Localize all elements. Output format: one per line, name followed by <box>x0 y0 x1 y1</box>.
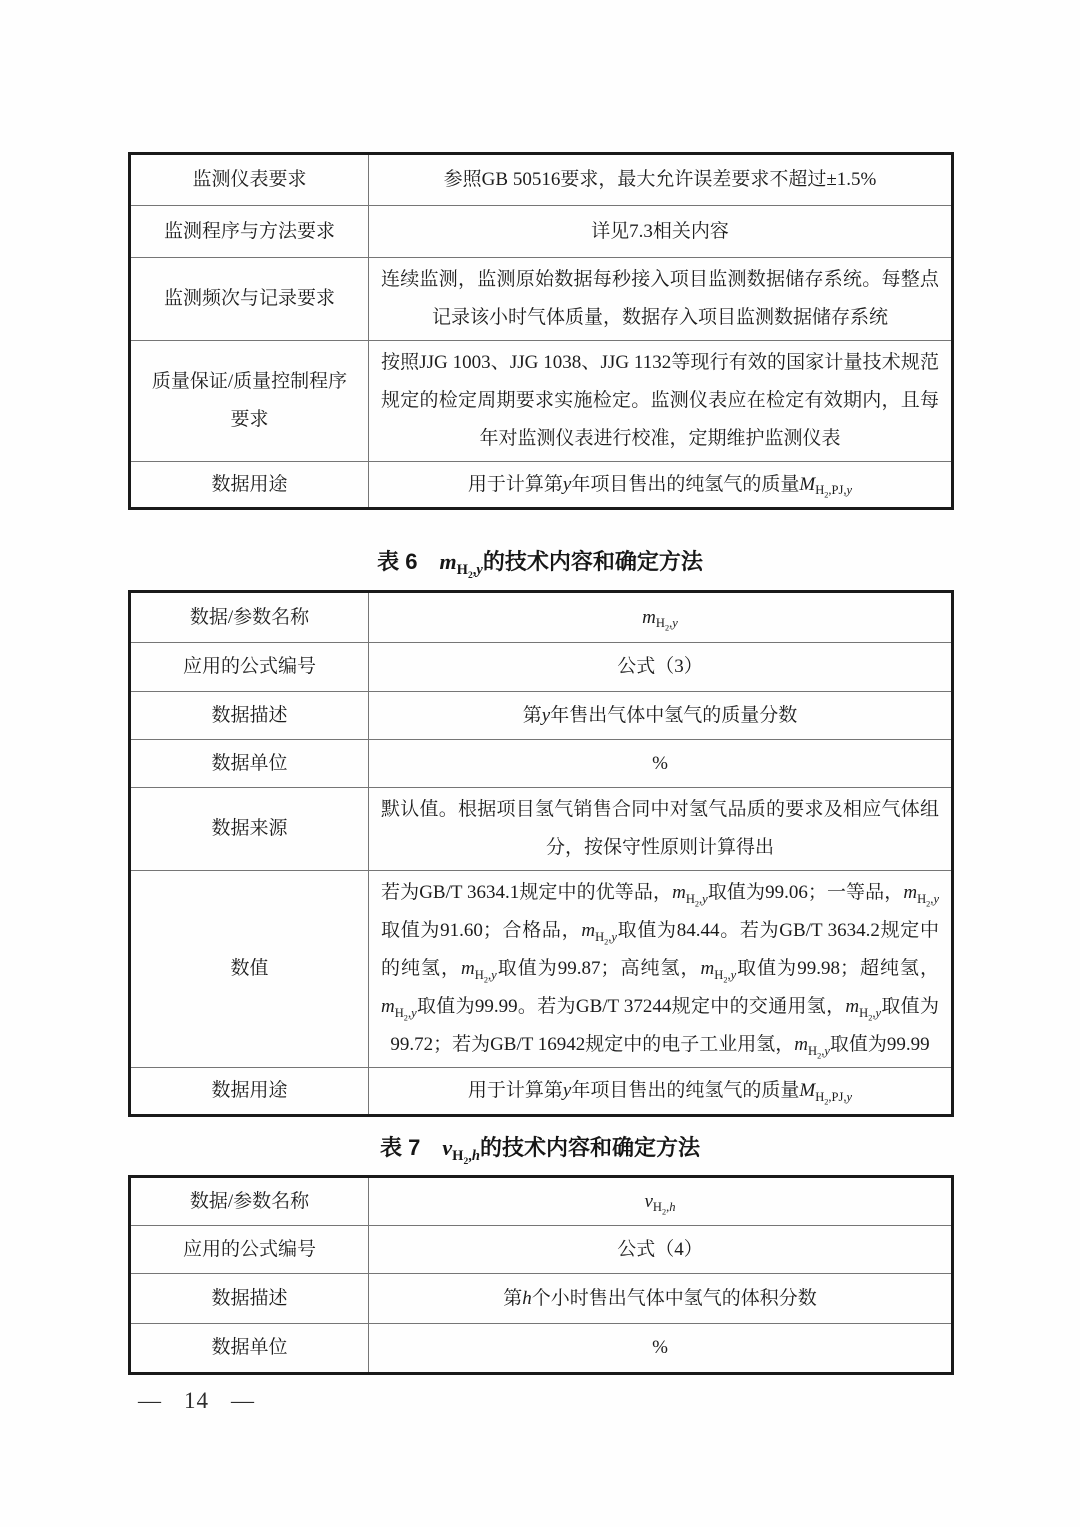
table-row <box>130 1177 953 1226</box>
row-label: 数据来源 <box>130 788 369 871</box>
row-value: 公式（3） <box>369 643 953 692</box>
footer-left-dash: — <box>138 1388 162 1413</box>
row-label: 质量保证/质量控制程序要求 <box>130 341 369 462</box>
table-row <box>130 643 953 692</box>
table-row <box>130 1324 953 1374</box>
row-value: 按照JJG 1003、JJG 1038、JJG 1132等现行有效的国家计量技术规范规定的检定周期要求实施检定。监测仪表应在检定有效期内，且每年对监测仪表进行校准，定期维护监测仪表 <box>369 341 953 462</box>
row-value: % <box>369 1324 953 1374</box>
row-label: 数据描述 <box>130 692 369 740</box>
table-row <box>130 341 953 462</box>
row-label: 数值 <box>130 871 369 1068</box>
row-label: 监测仪表要求 <box>130 154 369 206</box>
row-value: % <box>369 740 953 788</box>
table-row <box>130 592 953 643</box>
table-row <box>130 206 953 258</box>
table-row <box>130 1068 953 1116</box>
row-label: 监测程序与方法要求 <box>130 206 369 258</box>
row-label: 应用的公式编号 <box>130 1226 369 1274</box>
row-label: 数据/参数名称 <box>130 592 369 643</box>
row-value: $v_{H_2,h}$ <box>369 1177 953 1226</box>
table-row <box>130 462 953 509</box>
row-value: 用于计算第y年项目售出的纯氢气的质量$M_{H_2,PJ,y}$ <box>369 1068 953 1116</box>
footer-right-dash: — <box>231 1388 255 1413</box>
row-label: 数据描述 <box>130 1274 369 1324</box>
table-row <box>130 258 953 341</box>
page-number <box>138 1388 255 1414</box>
table-row <box>130 154 953 206</box>
table-row <box>130 1274 953 1324</box>
row-value: 用于计算第y年项目售出的纯氢气的质量$M_{H_2,PJ,y}$ <box>369 462 953 509</box>
row-value: $m_{H_2,y}$ <box>369 592 953 643</box>
table-row <box>130 788 953 871</box>
row-label: 数据用途 <box>130 1068 369 1116</box>
footer-number: 14 <box>184 1388 209 1413</box>
table7-title: 表 7 $v_{H_2,h}$的技术内容和确定方法 <box>380 1135 700 1168</box>
table6-title: 表 6 $m_{H_2,y}$的技术内容和确定方法 <box>377 549 703 582</box>
row-value: 连续监测，监测原始数据每秒接入项目监测数据储存系统。每整点记录该小时气体质量，数据存入项目监测数据储存系统 <box>369 258 953 341</box>
row-label: 应用的公式编号 <box>130 643 369 692</box>
row-label: 数据单位 <box>130 1324 369 1374</box>
table7 <box>128 1175 954 1375</box>
row-label: 数据用途 <box>130 462 369 509</box>
row-value: 默认值。根据项目氢气销售合同中对氢气品质的要求及相应气体组分，按保守性原则计算得出 <box>369 788 953 871</box>
row-label: 数据单位 <box>130 740 369 788</box>
row-label: 数据/参数名称 <box>130 1177 369 1226</box>
row-value: 若为GB/T 3634.1规定中的优等品，$m_{H_2,y}$取值为99.06；一等品，$m_{H_2,y}$取值为91.60；合格品，$m_{H_2,y}$取值为84.44。若为GB/T 3634.2规定中的纯氢，$m_{H_2,y}$取值为99.87；高纯氢，$m_{H_2,y}$取值为99.98；超纯氢，$m_{H_2,y}$取值为99.99。若为GB/T 37244规定中的交通用氢，$m_{H_2,y}$取值为99.72；若为GB/T 16942规定中的电子工业用氢，$m_{H_2,y}$取值为99.99 <box>369 871 953 1068</box>
table-row <box>130 871 953 1068</box>
table-row <box>130 692 953 740</box>
table6 <box>128 590 954 1117</box>
row-value: 参照GB 50516要求，最大允许误差要求不超过±1.5% <box>369 154 953 206</box>
row-value: 第h个小时售出气体中氢气的体积分数 <box>369 1274 953 1324</box>
row-value: 第y年售出气体中氢气的质量分数 <box>369 692 953 740</box>
monitoring-table <box>128 152 954 510</box>
table-row <box>130 1226 953 1274</box>
table-row <box>130 740 953 788</box>
row-value: 详见7.3相关内容 <box>369 206 953 258</box>
row-label: 监测频次与记录要求 <box>130 258 369 341</box>
row-value: 公式（4） <box>369 1226 953 1274</box>
